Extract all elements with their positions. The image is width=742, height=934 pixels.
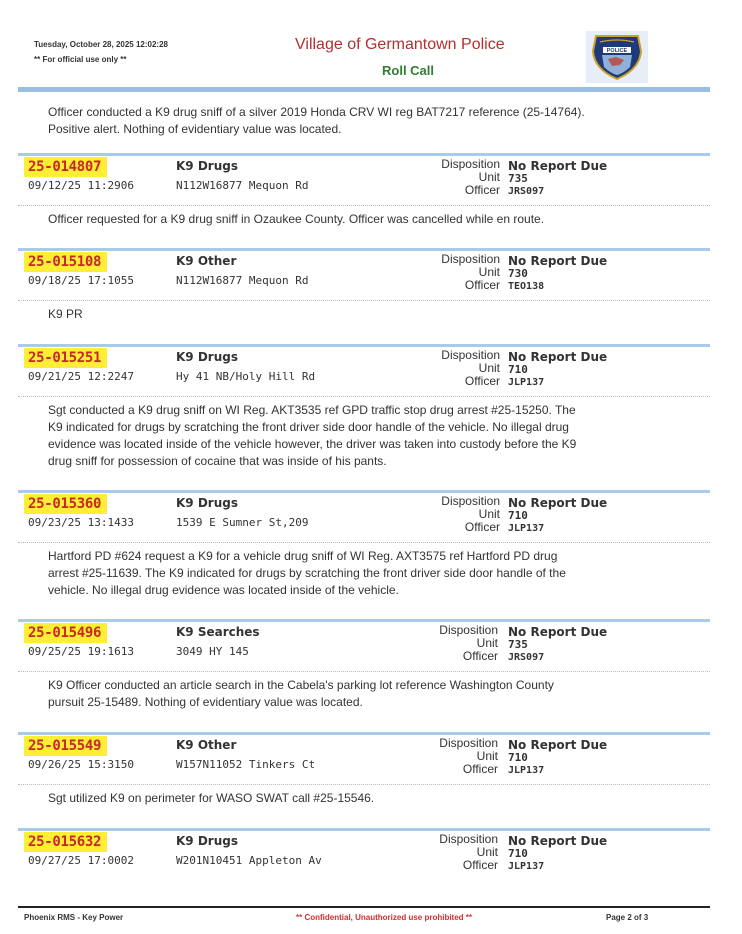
officer-label: Officer <box>464 374 500 388</box>
call-datetime: 09/27/25 17:0002 <box>28 854 134 867</box>
unit-value: 710 <box>508 751 528 764</box>
disposition-label: Disposition <box>441 157 500 171</box>
officer-value: JLP137 <box>508 861 545 872</box>
call-address: N112W16877 Mequon Rd <box>176 274 309 287</box>
record-narrative: Sgt conducted a K9 drug sniff on WI Reg. AKT3535 ref GPD traffic stop drug arrest #25-15250. The K9 indicated for drugs by scratching the front driver side door handle of the vehicle. No illegal drug evidence was located inside of the vehicle however, the driver was taken into custody before the K9 drug sniff for possession of cocaine that was inside of his pants. <box>48 403 577 468</box>
record-narrative: K9 PR <box>48 307 83 321</box>
unit-value: 710 <box>508 363 528 376</box>
case-number: 25-015496 <box>24 623 107 643</box>
call-address: 3049 HY 145 <box>176 645 249 658</box>
call-nature: K9 Other <box>176 254 237 268</box>
disposition-label: Disposition <box>441 252 500 266</box>
continued-narrative: Officer conducted a K9 drug sniff of a silver 2019 Honda CRV WI reg BAT7217 reference (25-14764). Positive alert. Nothing of evidentiary value was located. <box>48 105 585 136</box>
disposition-value: No Report Due <box>508 254 608 268</box>
footer-confidential-note: ** Confidential, Unauthorized use prohibited ** <box>296 913 473 922</box>
unit-value: 730 <box>508 267 528 280</box>
officer-label: Officer <box>464 183 500 197</box>
record-separator <box>18 205 710 206</box>
record-separator <box>18 396 710 397</box>
call-nature: K9 Other <box>176 738 237 752</box>
call-nature: K9 Drugs <box>176 496 238 510</box>
officer-value: JRS097 <box>508 186 545 197</box>
call-datetime: 09/25/25 19:1613 <box>28 645 134 658</box>
disposition-value: No Report Due <box>508 625 608 639</box>
unit-label: Unit <box>476 636 498 650</box>
record-divider <box>18 248 710 251</box>
footer-system-name: Phoenix RMS - Key Power <box>24 913 124 922</box>
disposition-value: No Report Due <box>508 496 608 510</box>
call-datetime: 09/23/25 13:1433 <box>28 516 134 529</box>
police-badge-logo <box>586 31 648 83</box>
case-number: 25-015549 <box>24 736 107 756</box>
record-divider <box>18 828 710 831</box>
call-nature: K9 Searches <box>176 625 260 639</box>
unit-label: Unit <box>478 361 500 375</box>
case-number: 25-014807 <box>24 157 107 177</box>
disposition-label: Disposition <box>441 348 500 362</box>
disposition-value: No Report Due <box>508 159 608 173</box>
disposition-value: No Report Due <box>508 350 608 364</box>
record-divider <box>18 344 710 347</box>
officer-value: JLP137 <box>508 523 545 534</box>
unit-label: Unit <box>478 507 500 521</box>
unit-label: Unit <box>478 170 500 184</box>
call-address: Hy 41 NB/Holy Hill Rd <box>176 370 316 383</box>
disposition-label: Disposition <box>439 736 498 750</box>
call-datetime: 09/18/25 17:1055 <box>28 274 134 287</box>
record-divider <box>18 490 710 493</box>
officer-label: Officer <box>462 858 498 872</box>
disposition-label: Disposition <box>441 494 500 508</box>
header-divider <box>18 87 710 92</box>
officer-value: JRS097 <box>508 652 545 663</box>
page-subtitle: Roll Call <box>382 63 435 78</box>
record-separator <box>18 542 710 543</box>
call-address: N112W16877 Mequon Rd <box>176 179 309 192</box>
officer-label: Officer <box>464 520 500 534</box>
case-number: 25-015360 <box>24 494 107 514</box>
badge-text: POLICE <box>606 48 628 54</box>
call-nature: K9 Drugs <box>176 350 238 364</box>
case-number: 25-015251 <box>24 348 107 368</box>
call-address: W201N10451 Appleton Av <box>176 854 322 867</box>
call-datetime: 09/26/25 15:3150 <box>28 758 134 771</box>
case-number: 25-015632 <box>24 832 107 852</box>
officer-label: Officer <box>462 649 498 663</box>
record-narrative: Sgt utilized K9 on perimeter for WASO SWAT call #25-15546. <box>48 791 375 805</box>
unit-value: 710 <box>508 509 528 522</box>
call-nature: K9 Drugs <box>176 834 238 848</box>
case-number: 25-015108 <box>24 252 107 272</box>
call-nature: K9 Drugs <box>176 159 238 173</box>
officer-value: TEO138 <box>508 281 545 292</box>
call-address: 1539 E Sumner St,209 <box>176 516 309 529</box>
unit-label: Unit <box>476 845 498 859</box>
call-address: W157N11052 Tinkers Ct <box>176 758 316 771</box>
call-datetime: 09/12/25 11:2906 <box>28 179 134 192</box>
unit-value: 710 <box>508 847 528 860</box>
footer-divider <box>18 906 710 908</box>
unit-value: 735 <box>508 638 528 651</box>
record-separator <box>18 300 710 301</box>
record-divider <box>18 153 710 156</box>
record-narrative: Hartford PD #624 request a K9 for a vehicle drug sniff of WI Reg. AXT3575 ref Hartford PD drug arrest #25-11639. The K9 indicated for drugs by scratching the front driver side door handle of the vehicle. No illegal drug evidence was located inside of the vehicle. <box>48 549 566 597</box>
official-use-note: ** For official use only ** <box>34 55 127 64</box>
officer-label: Officer <box>464 278 500 292</box>
record-separator <box>18 784 710 785</box>
record-divider <box>18 619 710 622</box>
footer-page-number: Page 2 of 3 <box>606 913 649 922</box>
disposition-value: No Report Due <box>508 738 608 752</box>
unit-label: Unit <box>478 265 500 279</box>
record-narrative: Officer requested for a K9 drug sniff in Ozaukee County. Officer was cancelled while en route. <box>48 212 545 226</box>
page-title: Village of Germantown Police <box>295 36 505 53</box>
disposition-label: Disposition <box>439 623 498 637</box>
record-separator <box>18 671 710 672</box>
disposition-label: Disposition <box>439 832 498 846</box>
record-divider <box>18 732 710 735</box>
officer-value: JLP137 <box>508 377 545 388</box>
record-narrative: K9 Officer conducted an article search in the Cabela's parking lot reference Washington County pursuit 25-15489. Nothing of evidentiary value was located. <box>48 678 554 709</box>
call-datetime: 09/21/25 12:2247 <box>28 370 134 383</box>
disposition-value: No Report Due <box>508 834 608 848</box>
officer-value: JLP137 <box>508 765 545 776</box>
unit-value: 735 <box>508 172 528 185</box>
unit-label: Unit <box>476 749 498 763</box>
report-datetime: Tuesday, October 28, 2025 12:02:28 <box>34 40 168 49</box>
officer-label: Officer <box>462 762 498 776</box>
